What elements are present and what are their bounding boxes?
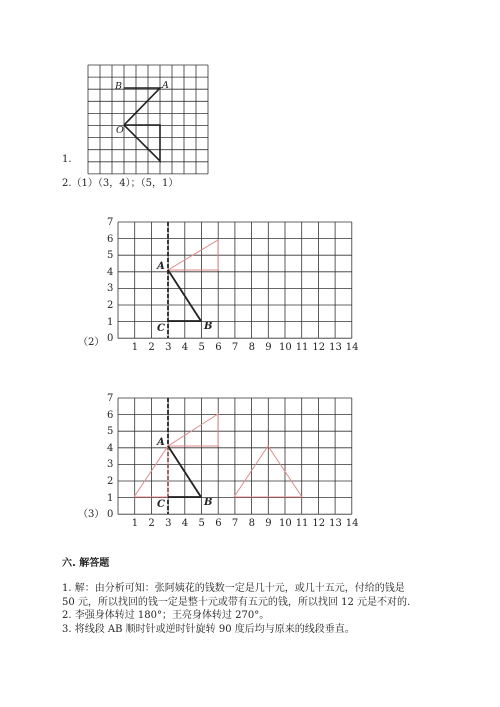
y-tick-label: 4: [107, 442, 114, 454]
x-tick-label: 10: [279, 518, 292, 530]
answer2-line1: 2.（1）（3，4）；（5，1）: [62, 178, 179, 189]
section6-item1-line1: 1. 解：由分析可知：张阿姨花的钱数一定是几十元，或几十五元，付给的钱是: [62, 583, 405, 594]
figure1-number: 1.: [62, 154, 72, 165]
x-tick-label: 4: [181, 518, 189, 530]
x-tick-label: 13: [329, 518, 342, 530]
x-tick-label: 5: [198, 518, 205, 530]
y-tick-label: 1: [107, 492, 114, 504]
x-tick-label: 14: [345, 342, 359, 354]
part3-label: （3）: [78, 509, 105, 520]
y-tick-label: 2: [107, 300, 114, 311]
x-tick-label: 4: [181, 342, 189, 354]
y-tick-label: 1: [107, 316, 114, 328]
y-tick-label: 0: [107, 333, 114, 345]
g2-point-b: B: [204, 321, 213, 332]
x-tick-label: 12: [312, 342, 326, 354]
x-tick-label: 2: [148, 342, 155, 354]
g3-point-a: A: [157, 437, 165, 448]
fig1-label-o: O: [116, 125, 124, 136]
y-tick-label: 7: [107, 393, 114, 404]
x-tick-label: 2: [148, 518, 155, 530]
y-tick-label: 7: [107, 217, 114, 228]
section6-item1-line2: 50 元，所以找回的钱一定是整十元或带有五元的钱，所以找回 12 元是不对的.: [62, 597, 411, 608]
x-tick-label: 5: [198, 342, 205, 354]
y-tick-label: 0: [107, 509, 114, 521]
x-tick-label: 11: [295, 342, 309, 354]
x-tick-label: 1: [131, 518, 139, 530]
section6-item3: 3. 将线段 AB 顺时针或逆时针旋转 90 度后均与原来的线段垂直。: [62, 624, 355, 635]
x-tick-label: 13: [329, 342, 342, 354]
x-tick-label: 6: [215, 518, 222, 530]
y-tick-label: 3: [107, 283, 114, 295]
y-tick-label: 5: [107, 426, 114, 438]
fig1-label-a: A: [162, 80, 169, 91]
g3-point-b: B: [204, 497, 213, 508]
x-tick-label: 12: [312, 518, 326, 530]
x-tick-label: 11: [295, 518, 309, 530]
x-tick-label: 10: [279, 342, 292, 354]
x-tick-label: 9: [265, 342, 272, 354]
x-tick-label: 6: [215, 342, 222, 354]
part2-label: （2）: [78, 337, 105, 348]
g2-point-a: A: [157, 261, 165, 272]
y-tick-label: 6: [107, 233, 114, 245]
g3-point-c: C: [157, 499, 165, 510]
section6-item2: 2. 李强身体转过 180°；王亮身体转过 270°。: [62, 610, 270, 621]
x-tick-label: 1: [131, 342, 139, 354]
x-tick-label: 3: [165, 342, 172, 354]
x-tick-label: 8: [248, 342, 255, 354]
fig1-label-b: B: [115, 81, 122, 92]
g2-point-c: C: [157, 323, 165, 334]
x-tick-label: 14: [345, 518, 359, 530]
y-tick-label: 2: [107, 476, 114, 487]
x-tick-label: 3: [165, 518, 172, 530]
y-tick-label: 6: [107, 409, 114, 421]
y-tick-label: 4: [107, 266, 114, 278]
y-tick-label: 5: [107, 250, 114, 262]
y-tick-label: 3: [107, 459, 114, 471]
x-tick-label: 8: [248, 518, 255, 530]
section6-heading: 六. 解答题: [62, 558, 110, 569]
x-tick-label: 7: [231, 342, 239, 354]
g3-red-triangle-top: [168, 414, 218, 446]
x-tick-label: 9: [265, 518, 272, 530]
x-tick-label: 7: [231, 518, 239, 530]
